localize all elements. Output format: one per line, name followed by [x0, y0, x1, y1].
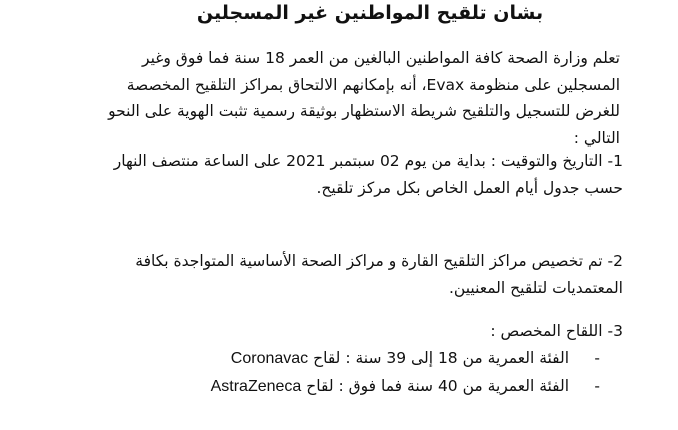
vaccine-1-text: الفئة العمرية من 18 إلى 39 سنة : لقاح: [313, 349, 570, 367]
item-centers: [53, 248, 623, 301]
item-1-line-1: 1- التاريخ والتوقيت : بداية من يوم 02 سبتمبر 2021 على الساعة منتصف النهار: [113, 152, 623, 170]
vaccine-bullet-2: [60, 373, 600, 400]
item-1-line-2: حسب جدول أيام العمل الخاص بكل مركز تلقيح.: [316, 178, 623, 197]
item-2-line-2: المعتمديات لتلقيح المعنيين.: [448, 278, 623, 297]
vaccine-2-name: AstraZeneca: [210, 378, 302, 395]
item-2-line-1: 2- تم تخصيص مراكز التلقيح القارة و مراكز الصحة الأساسية المتواجدة بكافة: [135, 252, 623, 270]
item-date-time: [53, 148, 623, 201]
bullet-dash: -: [594, 377, 600, 395]
vaccine-1-name: Coronavac: [230, 350, 309, 367]
bullet-dash: -: [594, 349, 600, 367]
intro-paragraph: [60, 45, 620, 151]
intro-line-3: للغرض للتسجيل والتلقيح شريطة الاستظهار بوثيقة رسمية تثبت الهوية على النحو: [108, 102, 620, 120]
intro-line-4: التالي :: [573, 128, 620, 147]
item-3-line-1: 3- اللقاح المخصص :: [490, 322, 623, 340]
vaccine-2-text: الفئة العمرية من 40 سنة فما فوق : لقاح: [306, 377, 570, 395]
item-vaccine-heading: [53, 318, 623, 345]
document-title: بشان تلقيح المواطنين غير المسجلين: [196, 2, 544, 24]
intro-line-1: تعلم وزارة الصحة كافة المواطنين البالغين من العمر 18 سنة فما فوق وغير: [142, 49, 620, 67]
intro-line-2: المسجلين على منظومة Evax، أنه بإمكانهم الالتحاق بمراكز التلقيح المخصصة: [126, 75, 620, 94]
vaccine-bullet-1: [60, 345, 600, 372]
